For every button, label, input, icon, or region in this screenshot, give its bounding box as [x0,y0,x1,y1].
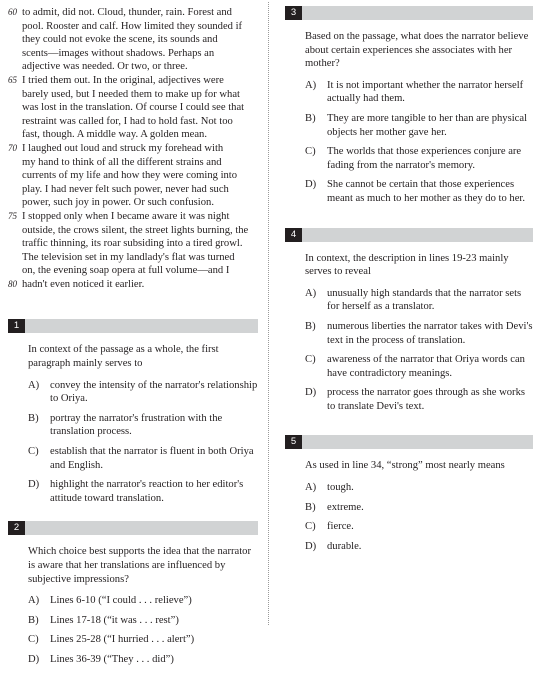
passage-line [8,156,258,170]
option-text: unusually high standards that the narrator sets for herself as a translator. [327,287,522,313]
answer-option[interactable] [305,178,533,205]
answer-option[interactable] [305,79,533,106]
answer-option[interactable] [305,112,533,139]
line-number: 65 [8,74,17,85]
option-letter: A) [305,482,317,494]
answer-option[interactable] [28,594,258,608]
line-text: I tried them out. In the original, adjectives were [22,74,224,86]
answer-option[interactable] [28,614,258,628]
option-text: Lines 6-10 (“I could . . . relieve”) [50,595,192,607]
option-text: highlight the narrator's reaction to her editor's attitude toward translation. [50,479,244,504]
line-text: power, such joy in power. Or such confusion. [22,197,214,209]
line-text: to admit, did not. Cloud, thunder, rain. Forest and [22,7,232,18]
question-header-bar [8,521,258,535]
question-number: 5 [285,435,302,449]
answer-option[interactable] [305,353,533,380]
passage-line [8,237,258,251]
option-letter: A) [28,379,40,391]
option-text: fierce. [327,521,354,533]
line-text: they could not evoke the scene, its sounds and [22,34,218,46]
passage-line [8,224,258,238]
passage-line [8,47,258,61]
option-text: process the narrator goes through as she works to translate Devi's text. [327,387,525,412]
option-text: Lines 36-39 (“They . . . did”) [50,653,174,665]
right-questions [285,6,533,553]
answer-option[interactable] [28,633,258,647]
answer-option[interactable] [305,501,533,515]
question-header-bar [8,319,258,333]
option-text: Lines 17-18 (“it was . . . rest”) [50,614,179,626]
question-header-bar [285,6,533,20]
passage-line [8,196,258,210]
answer-option[interactable] [28,653,258,667]
option-text: establish that the narrator is fluent in both Oriya and English. [50,446,254,471]
question-number: 4 [285,228,302,242]
line-text: The television set in my landlady's flat was turned [22,251,235,263]
passage-line [8,169,258,183]
question-2 [8,521,258,666]
answer-option[interactable] [305,145,533,172]
question-number: 3 [285,6,302,20]
question-4 [285,228,533,414]
line-text: outside, the crows silent, the street lights burning, the [22,224,249,236]
line-text: restraint was called for, I had to hold fast. Not too [22,115,233,127]
answer-option[interactable] [28,478,258,505]
option-letter: C) [305,521,316,533]
passage-text [8,6,258,291]
question-number: 1 [8,319,25,333]
option-text: extreme. [327,501,364,513]
line-text: traffic thinning, its roar subsiding into a tired growl. [22,238,243,250]
option-letter: C) [28,446,39,458]
question-header-bar [285,228,533,242]
line-text: play. I had never felt such power, never had such [22,183,229,195]
answer-option[interactable] [305,540,533,554]
option-letter: B) [305,501,316,513]
left-questions [8,319,258,666]
question-1 [8,319,258,505]
option-text: The worlds that those experiences conjure are fading from the narrator's memory. [327,146,522,171]
line-text: my hand to think of all the different strains and [22,156,222,168]
question-3 [285,6,533,206]
option-text: They are more tangible to her than are physical objects her mother gave her. [327,112,528,138]
option-letter: A) [305,79,317,91]
option-letter: D) [28,653,40,665]
line-number: 80 [8,278,17,289]
passage-line [8,60,258,74]
option-letter: C) [28,634,39,646]
option-text: It is not important whether the narrator herself actually had them. [327,79,524,105]
passage-line [8,128,258,142]
passage-line [8,33,258,47]
option-letter: B) [305,112,316,124]
option-text: durable. [327,540,362,552]
line-text: scents—images without shadows. Perhaps an [22,47,215,59]
passage-line [8,142,258,156]
option-text: numerous liberties the narrator takes with Devi's text in the process of translation. [327,320,533,346]
option-text: convey the intensity of the narrator's relationship to Oriya. [50,379,258,405]
option-text: Lines 25-28 (“I hurried . . . alert”) [50,634,195,646]
line-number: 75 [8,210,17,221]
line-text: barely used, but I needed them to make up for what [22,88,240,100]
line-text: currents of my life and how they were coming into [22,170,238,182]
question-prompt: In context of the passage as a whole, the first paragraph mainly serves to [28,344,219,370]
question-prompt: Which choice best supports the idea that the narrator is aware that her translations are influenced by subjective impressions? [28,546,251,585]
question-prompt: In context, the description in lines 19-23 mainly serves to reveal [305,252,509,278]
option-text: tough. [327,482,354,494]
option-letter: D) [305,179,317,191]
option-text: portray the narrator's frustration with the translation process. [50,412,223,438]
passage-line [8,6,258,20]
left-column [8,6,258,673]
line-text: was lost in the translation. Of course I could see that [22,102,245,114]
passage-line [8,278,258,292]
answer-option[interactable] [305,520,533,534]
option-text: She cannot be certain that those experiences meant as much to her mother as they do to her. [327,179,525,204]
question-5 [285,435,533,553]
answer-option[interactable] [305,386,533,413]
passage-line [8,183,258,197]
passage-line [8,20,258,34]
answer-option[interactable] [28,379,258,406]
question-prompt: As used in line 34, “strong” most nearly means [305,460,505,472]
question-header-bar [285,435,533,449]
option-letter: C) [305,354,316,366]
column-divider [268,2,269,625]
option-letter: A) [28,595,40,607]
right-column [285,6,533,559]
passage-line [8,88,258,102]
option-letter: B) [28,614,39,626]
passage-line [8,210,258,224]
line-text: pool. Rooster and calf. How limited they sounded if [22,20,243,32]
answer-option[interactable] [305,481,533,495]
option-letter: C) [305,146,316,158]
line-text: adjective was needed. Or two, or three. [22,61,188,73]
option-letter: D) [305,387,317,399]
passage-line [8,251,258,265]
passage-line [8,264,258,278]
option-letter: D) [305,540,317,552]
passage-line [8,74,258,88]
answer-option[interactable] [28,445,258,472]
answer-option[interactable] [28,412,258,439]
answer-option[interactable] [305,287,533,314]
passage-line [8,115,258,129]
line-number: 60 [8,7,17,17]
line-text: fast, though. A middle way. A golden mean. [22,129,207,141]
option-letter: B) [28,412,39,424]
option-text: awareness of the narrator that Oriya words can have contradictory meanings. [327,354,525,379]
option-letter: B) [305,320,316,332]
option-letter: A) [305,287,317,299]
line-text: hadn't even noticed it earlier. [22,278,145,290]
option-letter: D) [28,479,40,491]
line-text: on, the evening soap opera at full volume—and I [22,265,230,277]
question-number: 2 [8,521,25,535]
line-text: I laughed out loud and struck my forehead with [22,142,224,154]
passage-line [8,101,258,115]
question-prompt: Based on the passage, what does the narrator believe about certain experiences she associates with her mother? [305,31,529,70]
line-text: I stopped only when I became aware it was night [22,210,230,222]
line-number: 70 [8,142,17,153]
answer-option[interactable] [305,320,533,347]
